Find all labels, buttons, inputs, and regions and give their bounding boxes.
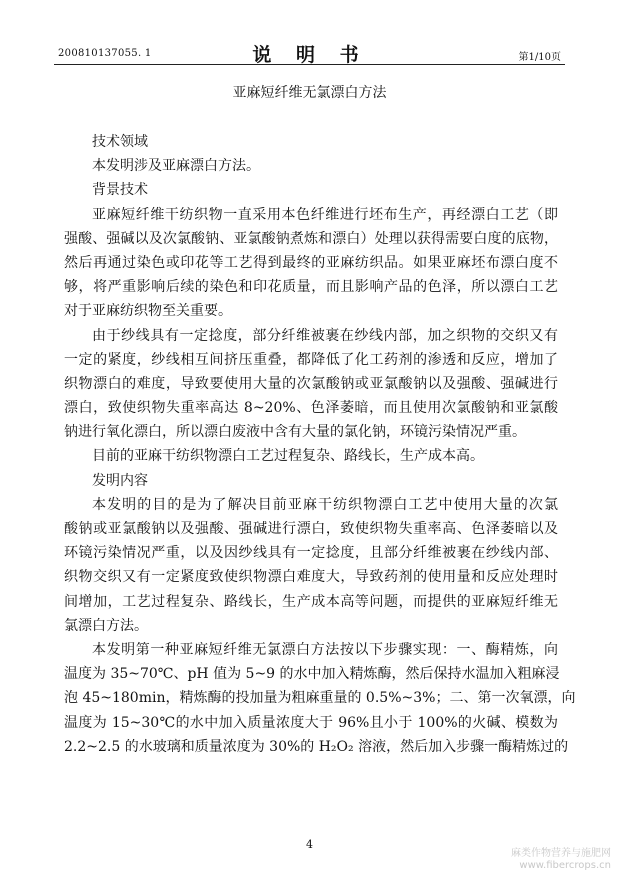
body-line: 发明内容	[92, 472, 148, 489]
body-line: 间增加，工艺过程复杂、路线长，生产成本高等问题，而提供的亚麻短纤维无	[64, 593, 558, 610]
body-line: 对于亚麻纺织物至关重要。	[64, 303, 232, 320]
body-line: 钠进行氧化漂白，所以漂白废液中含有大量的氯化钠，环镜污染情况严重。	[64, 424, 526, 441]
body-line: 温度为 35~70℃、pH 值为 5~9 的水中加入精炼酶，然后保持水温加入粗麻浸	[64, 666, 560, 683]
body-line: 强酸、强碱以及次氯酸钠、亚氯酸钠煮炼和漂白）处理以获得需要白度的底物，	[64, 230, 558, 247]
body-line: 够，将严重影响后续的染色和印花质量，而且影响产品的色泽，所以漂白工艺	[64, 279, 558, 296]
document-body	[64, 130, 576, 759]
body-line: 温度为 15~30℃的水中加入质量浓度大于 96%且小于 100%的火碱、模数为	[64, 714, 558, 731]
body-line: 本发明第一种亚麻短纤维无氯漂白方法按以下步骤实现：一、酶精炼，向	[92, 641, 558, 658]
body-line: 技术领域	[92, 134, 148, 150]
body-line: 本发明的目的是为了解决目前亚麻干纺织物漂白工艺中使用大量的次氯	[92, 496, 558, 513]
header-divider	[54, 64, 565, 65]
body-line: 一定的紧度，纱线相互间挤压重叠，都降低了化工药剂的渗透和反应，增加了	[64, 351, 558, 368]
page-number: 4	[306, 838, 313, 851]
doc-number: 200810137055. 1	[58, 48, 152, 59]
body-line: 目前的亚麻干纺织物漂白工艺过程复杂、路线长，生产成本高。	[92, 448, 484, 465]
body-line: 环镜污染情况严重，以及因纱线具有一定捻度，且部分纤维被裹在纱线内部、	[64, 545, 558, 562]
page-label: 第1/10页	[518, 52, 561, 63]
doc-type-title: 说 明 书	[252, 44, 368, 66]
watermark-line-2: www.fibercrops.cn	[519, 860, 611, 871]
body-line: 泡 45~180min，精炼酶的投加量为粗麻重量的 0.5%~3%；二、第一次氧漂，向	[64, 690, 576, 707]
body-line: 背景技术	[92, 182, 148, 199]
body-line: 织物交织又有一定紧度致使织物漂白难度大，导致药剂的使用量和反应处理时	[64, 569, 558, 586]
body-line: 亚麻短纤维干纺织物一直采用本色纤维进行坯布生产，再经漂白工艺（即	[92, 206, 558, 223]
watermark-line-1: 麻类作物营养与施肥网	[511, 848, 611, 859]
document-title: 亚麻短纤维无氯漂白方法	[232, 85, 387, 101]
body-line: 酸钠或亚氯酸钠以及强酸、强碱进行漂白，致使织物失重率高、色泽萎暗以及	[64, 521, 558, 537]
body-line: 氯漂白方法。	[64, 617, 148, 634]
body-line: 本发明涉及亚麻漂白方法。	[92, 158, 260, 175]
body-line: 由于纱线具有一定捻度，部分纤维被裹在纱线内部，加之织物的交织又有	[92, 327, 558, 344]
body-line: 漂白，致使织物失重率高达 8~20%、色泽萎暗，而且使用次氯酸钠和亚氯酸	[64, 400, 558, 417]
watermark	[481, 848, 611, 872]
body-line: 织物漂白的难度，导致要使用大量的次氯酸钠或亚氯酸钠以及强酸、强碱进行	[64, 375, 558, 392]
body-line: 然后再通过染色或印花等工艺得到最终的亚麻纺织品。如果亚麻坯布漂白度不	[64, 254, 558, 271]
body-line: 2.2~2.5 的水玻璃和质量浓度为 30%的 H₂O₂ 溶液，然后加入步骤一酶精炼过的	[64, 738, 569, 755]
page-header	[0, 0, 619, 64]
